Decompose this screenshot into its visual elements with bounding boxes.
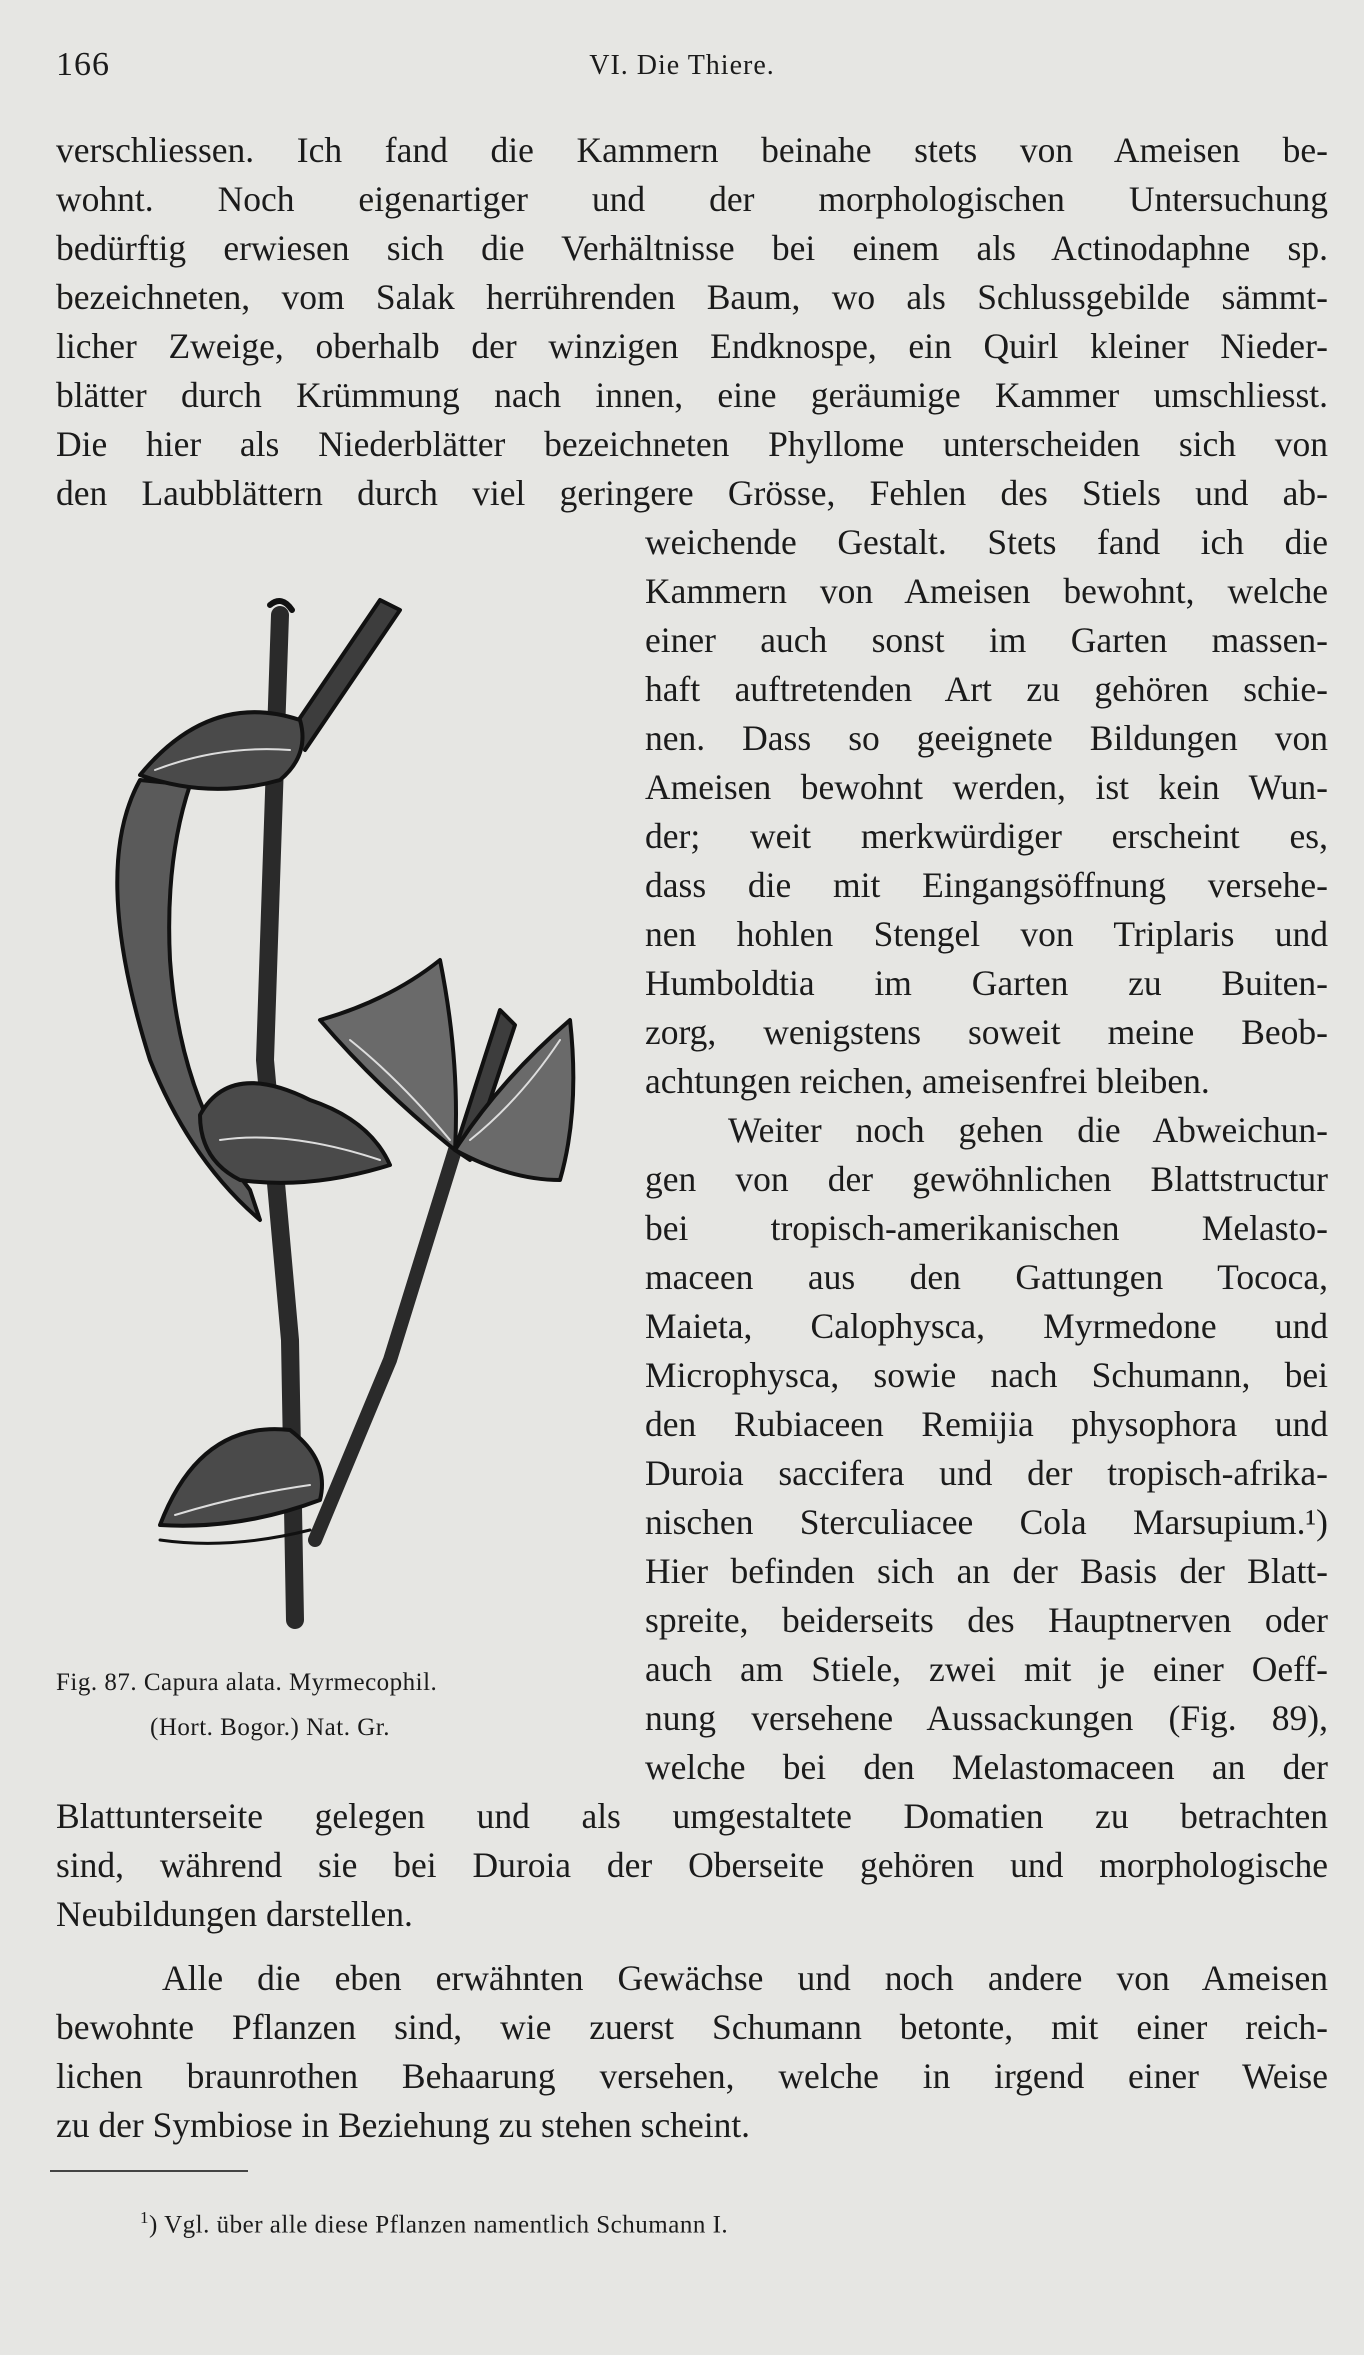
text-line: Duroia saccifera und der tropisch-afrika- (645, 1453, 1328, 1493)
footnote-rule (50, 2170, 248, 2172)
footnote (140, 2208, 728, 2239)
figure-caption: Fig. 87. Capura alata. Myrmecophil. (56, 1669, 438, 1696)
text-line: Weiter noch gehen die Abweichun- (728, 1110, 1328, 1150)
footnote-mark: 1 (140, 2208, 149, 2227)
text-line: auch am Stiele, zwei mit je einer Oeff- (645, 1649, 1328, 1689)
text-line: bezeichneten, vom Salak herrührenden Baum, wo als Schlussgebilde sämmt- (56, 277, 1328, 317)
text-line: einer auch sonst im Garten massen- (645, 620, 1328, 660)
text-line: nen. Dass so geeignete Bildungen von (645, 718, 1328, 758)
text-line: bewohnte Pflanzen sind, wie zuerst Schumann betonte, mit einer reich- (56, 2007, 1328, 2047)
plant-illustration (60, 540, 600, 1675)
text-line: weichende Gestalt. Stets fand ich die (645, 522, 1328, 562)
text-line: Die hier als Niederblätter bezeichneten Phyllome unterscheiden sich von (56, 424, 1328, 464)
text-line: Blattunterseite gelegen und als umgestaltete Domatien zu betrachten (56, 1796, 1328, 1836)
text-line: Kammern von Ameisen bewohnt, welche (645, 571, 1328, 611)
text-line: Maieta, Calophysca, Myrmedone und (645, 1306, 1328, 1346)
figure-caption-line2: (Hort. Bogor.) Nat. Gr. (150, 1714, 390, 1741)
text-line: bedürftig erwiesen sich die Verhältnisse bei einem als Actinodaphne sp. (56, 228, 1328, 268)
text-line: achtungen reichen, ameisenfrei bleiben. (645, 1061, 1210, 1101)
text-line: zu der Symbiose in Beziehung zu stehen scheint. (56, 2105, 751, 2145)
page-header (56, 46, 1308, 86)
text-line: maceen aus den Gattungen Tococa, (645, 1257, 1328, 1297)
text-line: Hier befinden sich an der Basis der Blatt- (645, 1551, 1328, 1591)
footnote-text: ) Vgl. über alle diese Pflanzen namentlich Schumann I. (149, 2211, 729, 2239)
text-line: welche bei den Melastomaceen an der (645, 1747, 1328, 1787)
text-line: Humboldtia im Garten zu Buiten- (645, 963, 1328, 1003)
text-line: gen von der gewöhnlichen Blattstructur (645, 1159, 1328, 1199)
text-line: blätter durch Krümmung nach innen, eine geräumige Kammer umschliesst. (56, 375, 1328, 415)
text-line: nischen Sterculiacee Cola Marsupium.¹) (645, 1502, 1328, 1542)
text-line: Neubildungen darstellen. (56, 1894, 413, 1934)
text-line: dass die mit Eingangsöffnung versehe- (645, 865, 1328, 905)
text-line: der; weit merkwürdiger erscheint es, (645, 816, 1328, 856)
text-line: licher Zweige, oberhalb der winzigen Endknospe, ein Quirl kleiner Nieder- (56, 326, 1328, 366)
text-line: haft auftretenden Art zu gehören schie- (645, 669, 1328, 709)
text-line: Ameisen bewohnt werden, ist kein Wun- (645, 767, 1328, 807)
running-head: VI. Die Thiere. (589, 50, 775, 81)
text-line: sind, während sie bei Duroia der Oberseite gehören und morphologische (56, 1845, 1328, 1885)
text-line: den Rubiaceen Remijia physophora und (645, 1404, 1328, 1444)
page-number: 166 (56, 46, 110, 83)
text-line: nung versehene Aussackungen (Fig. 89), (645, 1698, 1328, 1738)
text-line: Microphysca, sowie nach Schumann, bei (645, 1355, 1328, 1395)
text-line: Alle die eben erwähnten Gewächse und noch andere von Ameisen (162, 1958, 1328, 1998)
text-line: zorg, wenigstens soweit meine Beob- (645, 1012, 1328, 1052)
text-line: bei tropisch-amerikanischen Melasto- (645, 1208, 1328, 1248)
text-line: nen hohlen Stengel von Triplaris und (645, 914, 1328, 954)
text-line: verschliessen. Ich fand die Kammern beinahe stets von Ameisen be- (56, 130, 1328, 170)
text-line: den Laubblättern durch viel geringere Grösse, Fehlen des Stiels und ab- (56, 473, 1328, 513)
text-line: lichen braunrothen Behaarung versehen, welche in irgend einer Weise (56, 2056, 1328, 2096)
text-line: wohnt. Noch eigenartiger und der morphologischen Untersuchung (56, 179, 1328, 219)
text-line: spreite, beiderseits des Hauptnerven oder (645, 1600, 1328, 1640)
